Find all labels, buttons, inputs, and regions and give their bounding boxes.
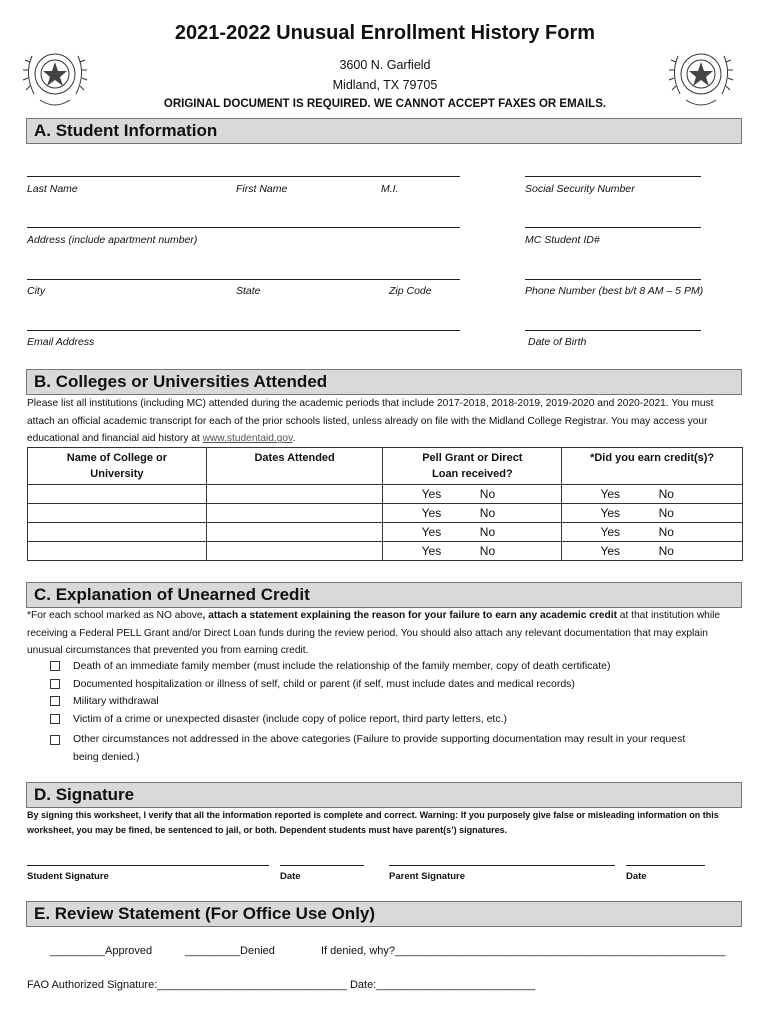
checkbox-icon[interactable] bbox=[50, 661, 60, 671]
section-c-instructions: *For each school marked as NO above, attach a statement explaining the reason for your failure to earn any academic credit at that institution while receiving a Federal PELL Grant and/or Direct Loan funds during the review period. You should also attach any relevant documentation that may explain unusual circumstances that prevented you from earning credit. bbox=[27, 610, 721, 656]
credit-yes-no[interactable] bbox=[562, 485, 743, 504]
address-line-1: 3600 N. Garfield bbox=[339, 58, 431, 72]
pell-yes-no[interactable] bbox=[383, 485, 562, 504]
denial-reason-field[interactable]: If denied, why?______________________________________________________ bbox=[321, 945, 726, 957]
no-option[interactable]: No bbox=[658, 487, 674, 501]
form-title: 2021-2022 Unusual Enrollment History Form bbox=[174, 22, 596, 44]
pell-yes-no[interactable] bbox=[383, 523, 562, 542]
state-label: State bbox=[236, 285, 261, 297]
approved-field[interactable]: _________Approved bbox=[50, 945, 153, 957]
student-date-label: Date bbox=[280, 871, 301, 882]
no-option[interactable]: No bbox=[479, 544, 496, 558]
checkbox-icon[interactable] bbox=[50, 679, 60, 689]
email-label: Email Address bbox=[27, 336, 95, 348]
address-label: Address (include apartment number) bbox=[27, 234, 198, 246]
ssn-label: Social Security Number bbox=[525, 183, 635, 195]
address-line-2: Midland, TX 79705 bbox=[332, 78, 438, 92]
dob-field[interactable] bbox=[525, 330, 701, 331]
yes-option[interactable]: Yes bbox=[421, 525, 442, 539]
table-row bbox=[28, 485, 743, 504]
college-name-cell[interactable] bbox=[28, 504, 207, 523]
yes-option[interactable]: Yes bbox=[600, 487, 621, 501]
city-state-zip-field[interactable] bbox=[27, 279, 460, 280]
college-name-cell[interactable] bbox=[28, 542, 207, 561]
city-label: City bbox=[27, 285, 46, 297]
pell-yes-no[interactable] bbox=[383, 542, 562, 561]
section-d-header: D. Signature bbox=[26, 782, 742, 808]
pell-yes-no[interactable] bbox=[383, 504, 562, 523]
table-row bbox=[28, 504, 743, 523]
yes-option[interactable]: Yes bbox=[600, 525, 621, 539]
parent-signature-label: Parent Signature bbox=[389, 871, 466, 882]
no-option[interactable]: No bbox=[479, 525, 496, 539]
denied-field[interactable]: _________Denied bbox=[185, 945, 275, 957]
ssn-field[interactable] bbox=[525, 176, 701, 177]
student-date-field[interactable] bbox=[280, 865, 364, 866]
name-field[interactable] bbox=[27, 176, 460, 177]
no-option[interactable]: No bbox=[479, 487, 496, 501]
fao-signature-field[interactable]: FAO Authorized Signature:_______________________________ Date:__________________________ bbox=[27, 979, 536, 991]
original-notice: ORIGINAL DOCUMENT IS REQUIRED. WE CANNOT ACCEPT FAXES OR EMAILS. bbox=[163, 98, 607, 110]
first-name-label: First Name bbox=[236, 183, 288, 195]
dates-cell[interactable] bbox=[206, 485, 383, 504]
checkbox-icon[interactable] bbox=[50, 714, 60, 724]
checkbox-option-crime[interactable]: Victim of a crime or unexpected disaster (include copy of police report, third party letters, etc.) bbox=[50, 713, 507, 725]
dob-label: Date of Birth bbox=[528, 336, 587, 348]
yes-option[interactable]: Yes bbox=[600, 506, 621, 520]
no-option[interactable]: No bbox=[658, 525, 674, 539]
section-c-header: C. Explanation of Unearned Credit bbox=[26, 582, 742, 608]
col-earned-credit: *Did you earn credit(s)? bbox=[562, 448, 743, 485]
zip-label: Zip Code bbox=[389, 285, 432, 297]
section-e-header: E. Review Statement (For Office Use Only) bbox=[26, 901, 742, 927]
address-field[interactable] bbox=[27, 227, 460, 228]
student-signature-label: Student Signature bbox=[27, 871, 109, 882]
credit-yes-no[interactable] bbox=[562, 523, 743, 542]
phone-label: Phone Number (best b/t 8 AM – 5 PM) bbox=[525, 285, 704, 297]
phone-field[interactable] bbox=[525, 279, 701, 280]
dates-cell[interactable] bbox=[206, 523, 383, 542]
parent-date-label: Date bbox=[626, 871, 647, 882]
dates-cell[interactable] bbox=[206, 504, 383, 523]
studentaid-link[interactable]: www.studentaid.gov bbox=[202, 433, 293, 444]
email-field[interactable] bbox=[27, 330, 460, 331]
credit-yes-no[interactable] bbox=[562, 504, 743, 523]
credit-yes-no[interactable] bbox=[562, 542, 743, 561]
section-b-instructions: Please list all institutions (including MC) attended during the academic periods that include 2017-2018, 2018-2019, 2019-2020 and 2020-2021. You must attach an official academic transcript for each of the prior schools listed, unless already on file with the Midland College Registrar. You may access your educational and financial aid history at www.studentaid.gov. bbox=[27, 398, 714, 444]
mi-label: M.I. bbox=[381, 183, 399, 195]
section-b-header: B. Colleges or Universities Attended bbox=[26, 369, 742, 395]
colleges-table bbox=[27, 447, 743, 561]
checkbox-icon[interactable] bbox=[50, 696, 60, 706]
no-option[interactable]: No bbox=[658, 506, 674, 520]
no-option[interactable]: No bbox=[479, 506, 496, 520]
section-a-header: A. Student Information bbox=[26, 118, 742, 144]
parent-signature-field[interactable] bbox=[389, 865, 615, 866]
checkbox-option-other[interactable]: Other circumstances not addressed in the above categories (Failure to provide supporting documentation may result in your request being denied.) bbox=[50, 731, 730, 766]
parent-date-field[interactable] bbox=[626, 865, 705, 866]
student-id-label: MC Student ID# bbox=[525, 234, 600, 246]
yes-option[interactable]: Yes bbox=[421, 544, 442, 558]
last-name-label: Last Name bbox=[27, 183, 78, 195]
college-name-cell[interactable] bbox=[28, 523, 207, 542]
col-dates-attended: Dates Attended bbox=[206, 448, 383, 485]
yes-option[interactable]: Yes bbox=[421, 506, 442, 520]
yes-option[interactable]: Yes bbox=[421, 487, 442, 501]
no-option[interactable]: No bbox=[658, 544, 674, 558]
student-id-field[interactable] bbox=[525, 227, 701, 228]
yes-option[interactable]: Yes bbox=[600, 544, 621, 558]
table-row bbox=[28, 523, 743, 542]
college-name-cell[interactable] bbox=[28, 485, 207, 504]
table-row bbox=[28, 542, 743, 561]
col-pell-grant: Pell Grant or Direct Loan received? bbox=[383, 448, 562, 485]
checkbox-option-hospitalization[interactable]: Documented hospitalization or illness of self, child or parent (if self, must include dates and medical records) bbox=[50, 678, 575, 690]
col-college-name: Name of College or University bbox=[28, 448, 207, 485]
table-header-row bbox=[28, 448, 743, 485]
checkbox-icon[interactable] bbox=[50, 735, 60, 745]
dates-cell[interactable] bbox=[206, 542, 383, 561]
student-signature-field[interactable] bbox=[27, 865, 269, 866]
checkbox-option-military[interactable]: Military withdrawal bbox=[50, 695, 159, 707]
checkbox-option-death[interactable]: Death of an immediate family member (must include the relationship of the family member, copy of death certificate) bbox=[50, 660, 611, 672]
section-d-statement: By signing this worksheet, I verify that all the information reported is complete and correct. Warning: If you purposely give false or misleading information on this worksheet, you may be fined, be sentenced to jail, or both. Dependent students must have parent(s’) signatures. bbox=[27, 810, 719, 835]
